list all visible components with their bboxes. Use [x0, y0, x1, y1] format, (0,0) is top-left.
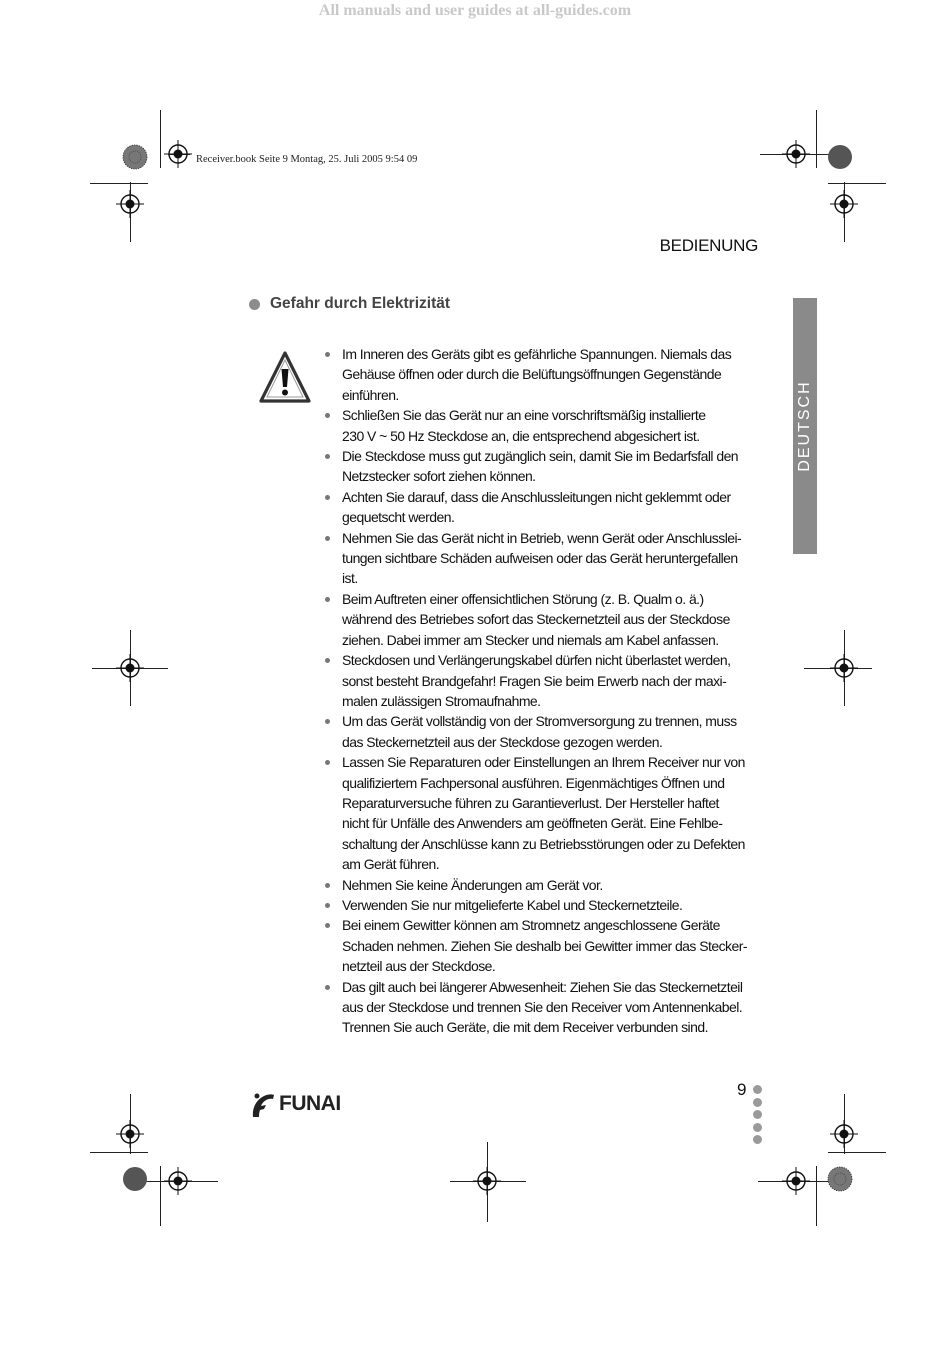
bullet-line: Bei einem Gewitter können am Stromnetz angeschlossene Geräte [342, 917, 720, 934]
bullet-line: ziehen. Dabei immer am Stecker und niemals am Kabel anfassen. [342, 631, 719, 648]
bullet-dot-icon [325, 923, 330, 928]
bullet-line: Nehmen Sie das Gerät nicht in Betrieb, wenn Gerät oder Anschlusslei- [342, 529, 742, 546]
bullet-item [322, 405, 762, 446]
bullet-line: während des Betriebes sofort das Steckernetzteil aus der Steckdose [342, 611, 730, 628]
language-tab [793, 298, 817, 554]
brand-name: FUNAI [279, 1092, 341, 1115]
bullet-dot-icon [325, 760, 330, 765]
bullet-line: Nehmen Sie keine Änderungen am Gerät vor. [342, 876, 603, 893]
bullet-line: aus der Steckdose und trennen Sie den Receiver vom Antennenkabel. [342, 999, 743, 1015]
page-dots [753, 1085, 762, 1148]
bullet-dot-icon [325, 658, 330, 663]
watermark: All manuals and user guides at all-guides.com [318, 2, 632, 19]
bullet-item [322, 711, 762, 752]
bullet-line: Schließen Sie das Gerät nur an eine vorschriftsmäßig installierte [342, 407, 706, 424]
page-number: 9 [737, 1080, 747, 1099]
bullet-item [322, 487, 762, 528]
print-info: Receiver.book Seite 9 Montag, 25. Juli 2005 9:54 09 [196, 154, 418, 165]
bullet-line: Lassen Sie Reparaturen oder Einstellungen an Ihrem Receiver nur von [342, 754, 745, 771]
bullet-line: netzteil aus der Steckdose. [342, 958, 496, 975]
warning-triangle-icon [258, 350, 312, 406]
section-header: BEDIENUNG [659, 236, 758, 255]
bullet-item [322, 895, 762, 915]
bullet-item [322, 752, 762, 874]
bullet-dot-icon [325, 903, 330, 908]
bullet-line: Schaden nehmen. Ziehen Sie deshalb bei Gewitter immer das Stecker- [342, 937, 747, 954]
bullet-item [322, 589, 762, 650]
heading-bullet-icon [249, 299, 260, 310]
bullet-dot-icon [325, 985, 330, 990]
bullet-line: Netzstecker sofort ziehen können. [342, 468, 536, 485]
bullet-line: schaltung der Anschlüsse kann zu Betriebsstörungen oder zu Defekten [342, 835, 745, 852]
bullet-item [322, 650, 762, 711]
safety-bullet-list [322, 344, 762, 1038]
bullet-line: qualifiziertem Fachpersonal ausführen. Eigenmächtiges Öffnen und [342, 774, 725, 791]
bullet-dot-icon [325, 719, 330, 724]
section-heading [249, 295, 450, 313]
bullet-line: Gehäuse öffnen oder durch die Belüftungsöffnungen Gegenstände [342, 366, 722, 383]
bullet-item [322, 977, 762, 1038]
brand-logo [250, 1090, 341, 1118]
bullet-line: tungen sichtbare Schäden aufweisen oder das Gerät heruntergefallen [342, 550, 738, 567]
bullet-line: Im Inneren des Geräts gibt es gefährliche Spannungen. Niemals das [342, 346, 732, 362]
bullet-line: Verwenden Sie nur mitgelieferte Kabel und Steckernetzteile. [342, 896, 683, 913]
bullet-line: am Gerät führen. [342, 856, 440, 873]
bullet-item [322, 528, 762, 589]
bullet-dot-icon [325, 597, 330, 602]
bullet-line: das Steckernetzteil aus der Steckdose gezogen werden. [342, 733, 663, 750]
bullet-dot-icon [325, 413, 330, 418]
bullet-line: ist. [342, 570, 358, 587]
bullet-item [322, 875, 762, 895]
bullet-line: einführen. [342, 386, 399, 403]
bullet-line: gequetscht werden. [342, 509, 455, 526]
bullet-line: Trennen Sie auch Geräte, die mit dem Receiver verbunden sind. [342, 1019, 708, 1036]
heading-text: Gefahr durch Elektrizität [270, 295, 451, 312]
bullet-line: nicht für Unfälle des Anwenders am geöffneten Gerät. Eine Fehlbe- [342, 815, 723, 832]
bullet-line: malen zulässigen Stromaufnahme. [342, 692, 541, 709]
bullet-line: Um das Gerät vollständig von der Stromversorgung zu trennen, muss [342, 713, 737, 730]
bullet-dot-icon [325, 883, 330, 888]
bullet-dot-icon [325, 495, 330, 500]
bullet-line: Steckdosen und Verlängerungskabel dürfen nicht überlastet werden, [342, 652, 731, 669]
bullet-line: Achten Sie darauf, dass die Anschlussleitungen nicht geklemmt oder [342, 488, 731, 505]
bullet-line: 230 V ~ 50 Hz Steckdose an, die entsprechend abgesichert ist. [342, 427, 700, 444]
bullet-dot-icon [325, 536, 330, 541]
funai-logo-icon [250, 1090, 276, 1118]
bullet-line: Das gilt auch bei längerer Abwesenheit: Ziehen Sie das Steckernetzteil [342, 978, 743, 995]
bullet-item [322, 446, 762, 487]
bullet-dot-icon [325, 352, 330, 357]
bullet-item [322, 915, 762, 976]
bullet-dot-icon [325, 454, 330, 459]
bullet-line: sonst besteht Brandgefahr! Fragen Sie beim Erwerb nach der maxi- [342, 672, 727, 689]
bullet-item [322, 344, 762, 405]
bullet-line: Beim Auftreten einer offensichtlichen Störung (z. B. Qualm o. ä.) [342, 590, 704, 607]
bullet-line: Reparaturversuche führen zu Garantieverlust. Der Hersteller haftet [342, 794, 719, 811]
bullet-line: Die Steckdose muss gut zugänglich sein, damit Sie im Bedarfsfall den [342, 448, 739, 465]
language-tab-label: DEUTSCH [796, 380, 813, 472]
